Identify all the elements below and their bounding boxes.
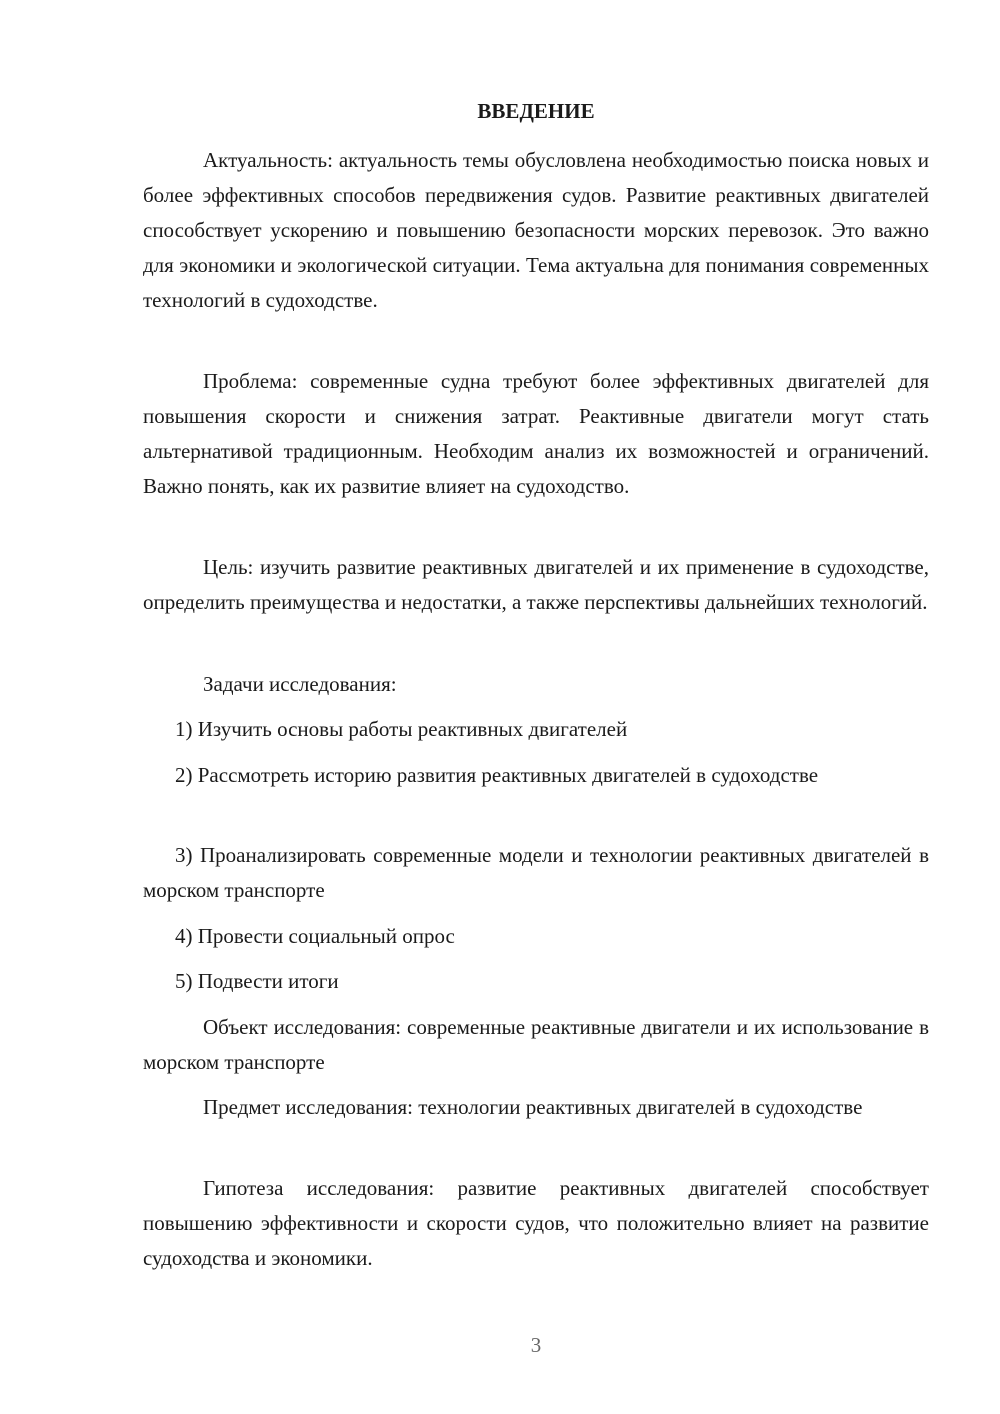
task-item-3: 3) Проанализировать современные модели и технологии реактивных двигателей в морском транспорте	[143, 843, 929, 902]
task-item-2: 2) Рассмотреть историю развития реактивных двигателей в судоходстве	[175, 763, 819, 787]
goal-paragraph: Цель: изучить развитие реактивных двигателей и их применение в судоходстве, определить преимущества и недостатки, а также перспективы дальнейших технологий.	[143, 555, 929, 614]
task-item-4: 4) Провести социальный опрос	[175, 924, 455, 948]
problem-paragraph: Проблема: современные судна требуют более эффективных двигателей для повышения скорости и снижения затрат. Реактивные двигатели могут стать альтернативой традиционным. Необходим анализ их возможностей и ограничений. Важно понять, как их развитие влияет на судоходство.	[143, 369, 929, 498]
task-item-5: 5) Подвести итоги	[175, 969, 339, 993]
subject-paragraph: Предмет исследования: технологии реактивных двигателей в судоходстве	[203, 1095, 863, 1119]
hypothesis-paragraph: Гипотеза исследования: развитие реактивных двигателей способствует повышению эффективности и скорости судов, что положительно влияет на развитие судоходства и экономики.	[143, 1176, 929, 1270]
tasks-heading: Задачи исследования:	[203, 672, 397, 696]
document-page	[143, 0, 929, 1414]
task-item-1: 1) Изучить основы работы реактивных двигателей	[175, 717, 628, 741]
page-title: ВВЕДЕНИЕ	[477, 99, 595, 123]
relevance-paragraph: Актуальность: актуальность темы обусловлена необходимостью поиска новых и более эффективных способов передвижения судов. Развитие реактивных двигателей способствует ускорению и повышению безопасности морских перевозок. Это важно для экономики и экологической ситуации. Тема актуальна для понимания современных технологий в судоходстве.	[143, 148, 929, 312]
page-number: 3	[530, 1333, 542, 1357]
object-paragraph: Объект исследования: современные реактивные двигатели и их использование в морском транспорте	[143, 1015, 929, 1074]
